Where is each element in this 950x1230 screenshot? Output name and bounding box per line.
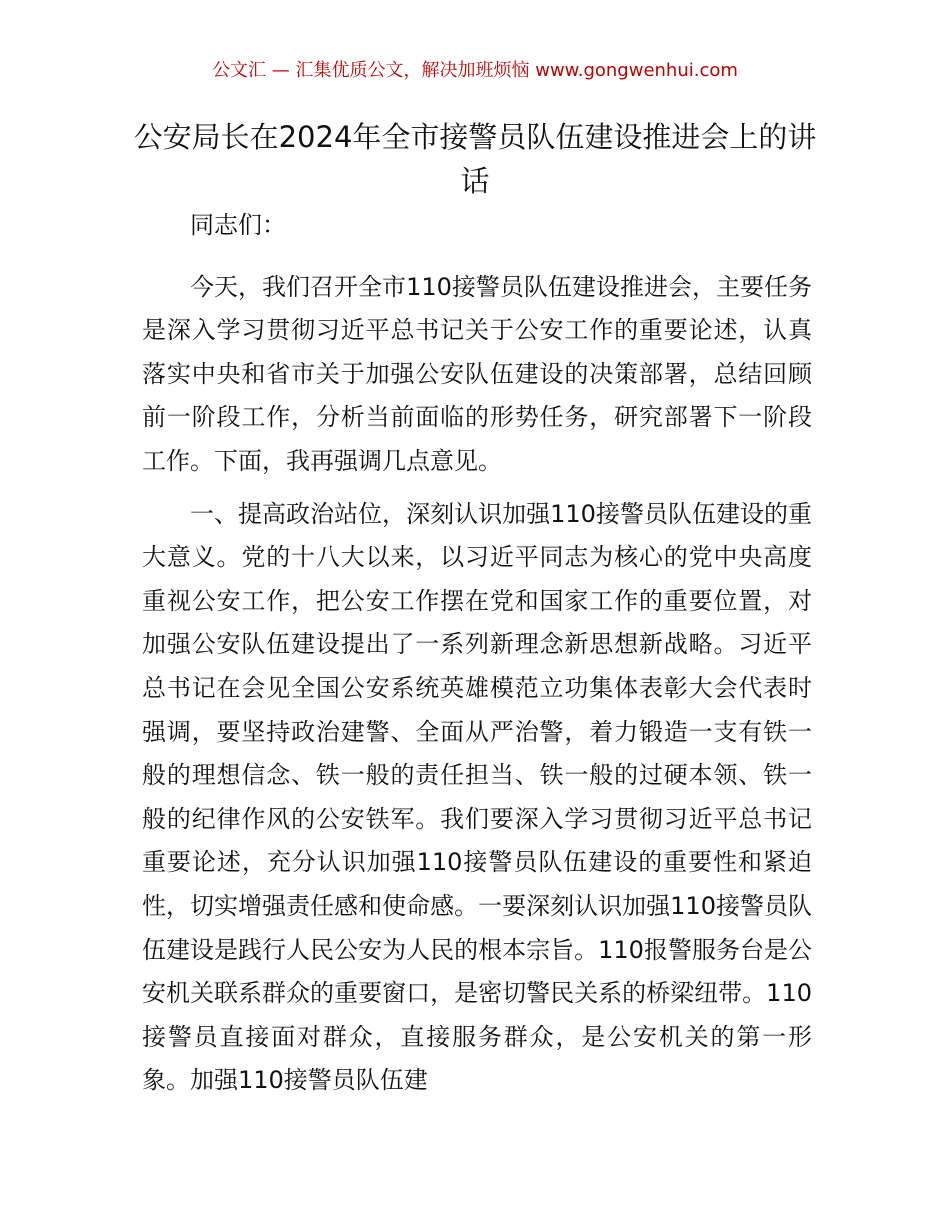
site-watermark-header: 公文汇 — 汇集优质公文，解决加班烦恼 www.gongwenhui.com xyxy=(212,60,738,81)
document-title: 公安局长在2024年全市接警员队伍建设推进会上的讲话 xyxy=(133,120,817,198)
paragraph-intro: 今天，我们召开全市110接警员队伍建设推进会，主要任务是深入学习贯彻习近平总书记关于公安工作的重要论述，认真落实中央和省市关于加强公安队伍建设的决策部署，总结回顾前一阶段工作，分析当前面临的形势任务，研究部署下一阶段工作。下面，我再强调几点意见。 xyxy=(142,272,812,475)
document-body xyxy=(142,204,812,1112)
salutation: 同志们： xyxy=(190,211,286,239)
paragraph-section-one: 一、提高政治站位，深刻认识加强110接警员队伍建设的重大意义。党的十八大以来，以习近平同志为核心的党中央高度重视公安工作，把公安工作摆在党和国家工作的重要位置，对加强公安队伍建设提出了一系列新理念新思想新战略。习近平总书记在会见全国公安系统英雄模范立功集体表彰大会代表时强调，要坚持政治建警、全面从严治警，着力锻造一支有铁一般的理想信念、铁一般的责任担当、铁一般的过硬本领、铁一般的纪律作风的公安铁军。我们要深入学习贯彻习近平总书记重要论述，充分认识加强110接警员队伍建设的重要性和紧迫性，切实增强责任感和使命感。一要深刻认识加强110接警员队伍建设是践行人民公安为人民的根本宗旨。110报警服务台是公安机关联系群众的重要窗口，是密切警民关系的桥梁纽带。110接警员直接面对群众，直接服务群众，是公安机关的第一形象。加强110接警员队伍建 xyxy=(142,499,812,1095)
